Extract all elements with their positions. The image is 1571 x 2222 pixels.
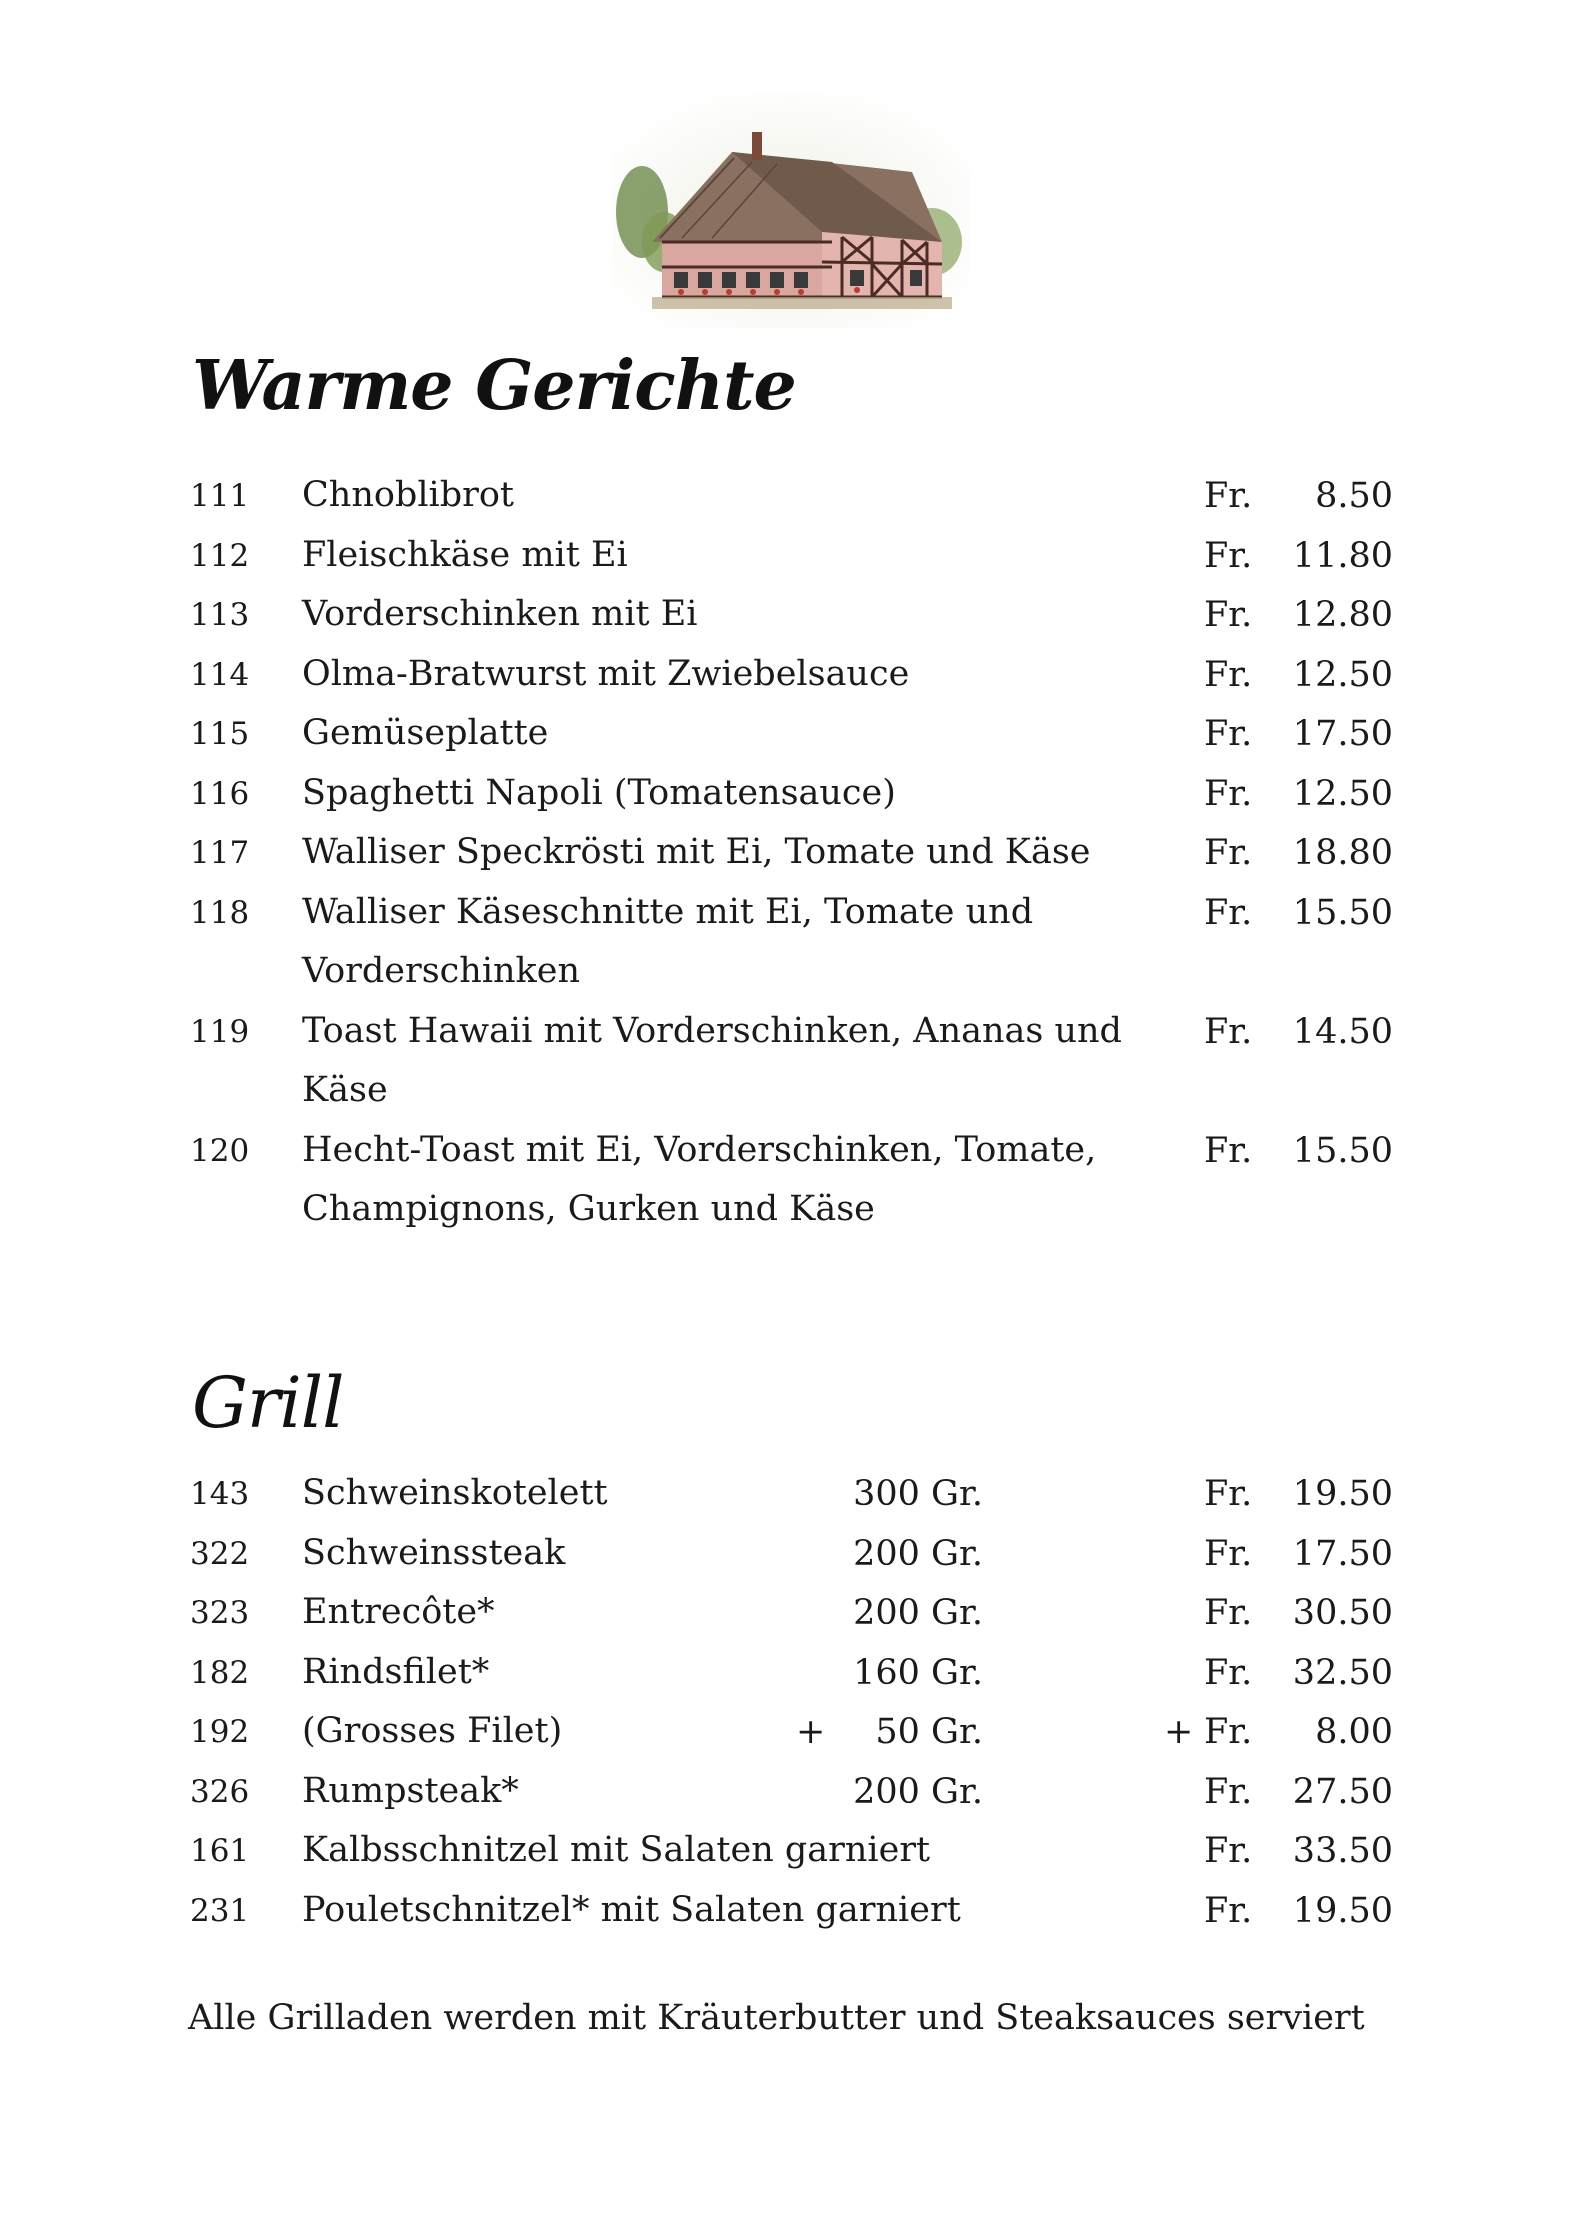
item-currency: Fr.: [1204, 1652, 1253, 1693]
item-price: 11.80: [1292, 535, 1393, 576]
item-name: Spaghetti Napoli (Tomatensauce): [302, 772, 896, 813]
menu-item: [0, 704, 1571, 764]
item-name: Schweinskotelett: [302, 1473, 608, 1513]
item-name: Chnoblibrot: [302, 475, 514, 515]
footer-note: Alle Grilladen werden mit Kräuterbutter und Steaksauces serviert: [188, 1998, 1365, 2038]
weight-plus-sign: +: [796, 1712, 826, 1752]
menu-item: [0, 1121, 1571, 1240]
item-price: 19.50: [1292, 1890, 1393, 1931]
item-currency: Fr.: [1204, 1474, 1253, 1514]
item-weight: 200 Gr.: [853, 1593, 983, 1633]
item-number: 118: [190, 894, 250, 931]
menu-item: [0, 764, 1571, 824]
item-price: 18.80: [1292, 833, 1393, 873]
item-number: 161: [190, 1833, 250, 1869]
item-name: Gemüseplatte: [302, 713, 549, 753]
item-weight: 200 Gr.: [853, 1533, 983, 1574]
item-currency: Fr.: [1204, 714, 1253, 754]
item-name: Pouletschnitzel* mit Salaten garniert: [302, 1889, 961, 1930]
item-number: 231: [190, 1892, 250, 1929]
item-number: 182: [190, 1654, 250, 1691]
item-name: Fleischkäse mit Ei: [302, 534, 628, 575]
item-number: 192: [190, 1714, 250, 1750]
menu-item: [0, 526, 1571, 586]
item-number: 120: [190, 1132, 250, 1169]
item-name: Hecht-Toast mit Ei, Vorderschinken, Tomate, Champignons, Gurken und Käse: [302, 1129, 1097, 1229]
item-number: 116: [190, 775, 250, 812]
item-currency: Fr.: [1204, 476, 1253, 516]
menu-item: [0, 1643, 1571, 1703]
item-price: 27.50: [1292, 1771, 1393, 1812]
item-price: 12.50: [1292, 654, 1393, 695]
item-number: 119: [190, 1013, 250, 1050]
menu-item: [0, 1702, 1571, 1762]
menu-item: [0, 1881, 1571, 1941]
item-price: 8.50: [1315, 476, 1393, 516]
item-currency: Fr.: [1204, 1593, 1253, 1633]
item-currency: Fr.: [1204, 1533, 1253, 1574]
item-weight: 300 Gr.: [853, 1474, 983, 1514]
item-price: 15.50: [1292, 892, 1393, 933]
house-illustration-icon: [612, 92, 970, 328]
price-plus-sign: +: [1164, 1712, 1194, 1752]
menu-item: [0, 585, 1571, 645]
item-price: 12.80: [1292, 595, 1393, 635]
menu-item: [0, 1583, 1571, 1643]
item-price: 33.50: [1292, 1831, 1393, 1871]
item-number: 112: [190, 537, 250, 574]
item-name: Walliser Speckrösti mit Ei, Tomate und Käse: [302, 832, 1091, 872]
item-currency: Fr.: [1204, 1712, 1253, 1752]
item-currency: Fr.: [1204, 833, 1253, 873]
item-weight: 160 Gr.: [853, 1652, 983, 1693]
item-price: 12.50: [1292, 773, 1393, 814]
menu-item: [0, 1464, 1571, 1524]
item-name: (Grosses Filet): [302, 1711, 563, 1751]
item-number: 115: [190, 716, 250, 752]
item-weight: 200 Gr.: [853, 1771, 983, 1812]
warme-gerichte-list: [0, 466, 1571, 1240]
item-currency: Fr.: [1204, 1771, 1253, 1812]
item-price: 14.50: [1292, 1011, 1393, 1052]
item-currency: Fr.: [1204, 892, 1253, 933]
item-name: Rumpsteak*: [302, 1770, 519, 1811]
item-price: 17.50: [1292, 1533, 1393, 1574]
item-price: 8.00: [1315, 1712, 1393, 1752]
item-number: 111: [190, 478, 250, 514]
section-title-warme-gerichte: Warme Gerichte: [192, 346, 796, 426]
item-number: 113: [190, 597, 250, 633]
item-number: 326: [190, 1773, 250, 1810]
item-name: Vorderschinken mit Ei: [302, 594, 698, 634]
item-number: 143: [190, 1476, 250, 1512]
item-name: Rindsfilet*: [302, 1651, 490, 1692]
item-name: Schweinssteak: [302, 1532, 566, 1573]
item-price: 19.50: [1292, 1474, 1393, 1514]
item-currency: Fr.: [1204, 654, 1253, 695]
menu-item: [0, 883, 1571, 1002]
item-name: Kalbsschnitzel mit Salaten garniert: [302, 1830, 931, 1870]
item-price: 15.50: [1292, 1130, 1393, 1171]
item-price: 17.50: [1292, 714, 1393, 754]
section-title-grill: Grill: [192, 1362, 344, 1444]
item-currency: Fr.: [1204, 1011, 1253, 1052]
item-number: 323: [190, 1595, 250, 1631]
item-number: 114: [190, 656, 250, 693]
item-name: Olma-Bratwurst mit Zwiebelsauce: [302, 653, 910, 694]
item-weight: 50 Gr.: [875, 1712, 983, 1752]
item-price: 30.50: [1292, 1593, 1393, 1633]
item-currency: Fr.: [1204, 595, 1253, 635]
menu-item: [0, 823, 1571, 883]
item-currency: Fr.: [1204, 1890, 1253, 1931]
item-price: 32.50: [1292, 1652, 1393, 1693]
menu-item: [0, 645, 1571, 705]
item-currency: Fr.: [1204, 773, 1253, 814]
grill-list: [0, 1464, 1571, 1940]
menu-item: [0, 466, 1571, 526]
item-name: Entrecôte*: [302, 1592, 495, 1632]
item-name: Toast Hawaii mit Vorderschinken, Ananas und Käse: [302, 1010, 1122, 1110]
menu-item: [0, 1821, 1571, 1881]
menu-item: [0, 1762, 1571, 1822]
menu-item: [0, 1524, 1571, 1584]
menu-item: [0, 1002, 1571, 1121]
item-name: Walliser Käseschnitte mit Ei, Tomate und Vorderschinken: [302, 891, 1034, 991]
item-currency: Fr.: [1204, 1130, 1253, 1171]
item-currency: Fr.: [1204, 1831, 1253, 1871]
item-number: 117: [190, 835, 250, 871]
item-number: 322: [190, 1535, 250, 1572]
item-currency: Fr.: [1204, 535, 1253, 576]
